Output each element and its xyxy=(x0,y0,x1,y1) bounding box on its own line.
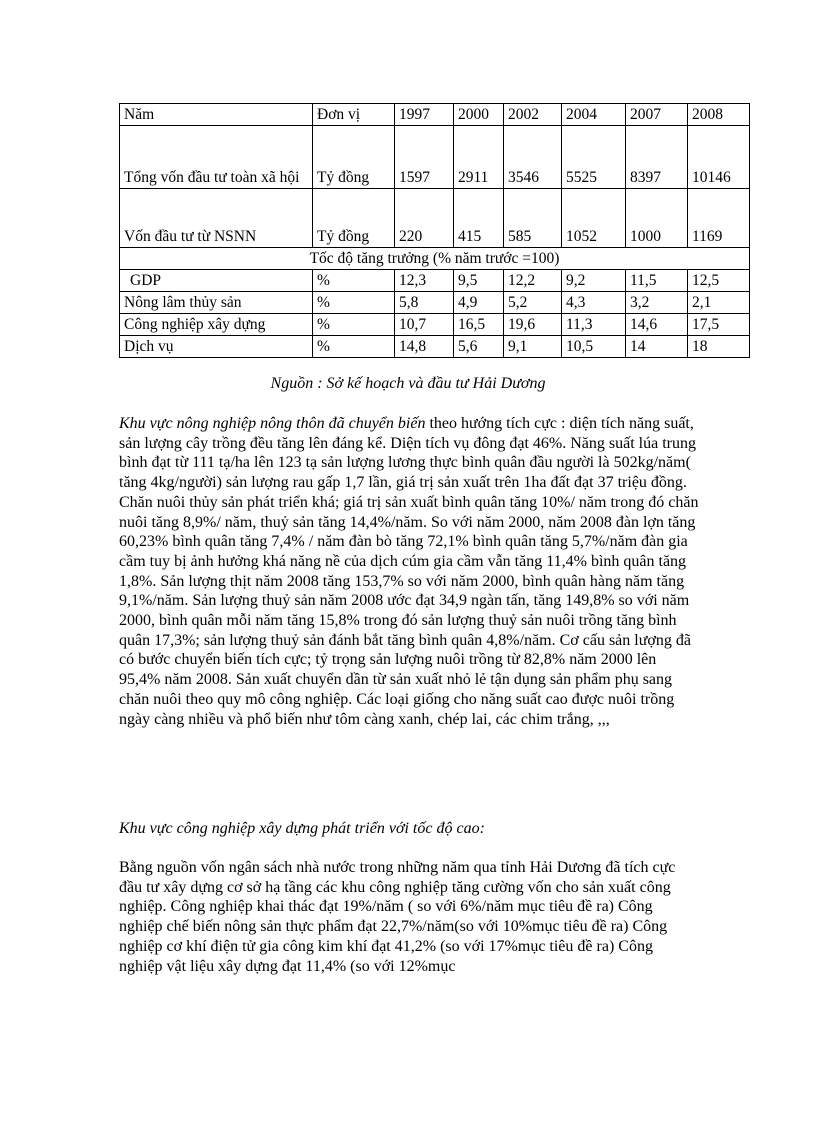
table-cell: 3546 xyxy=(504,126,562,189)
row-label: Nông lâm thủy sản xyxy=(120,292,313,314)
agriculture-paragraph xyxy=(119,414,699,729)
row-unit: % xyxy=(313,292,395,314)
header-cell: Năm xyxy=(120,104,313,126)
row-label: Vốn đầu tư từ NSNN xyxy=(120,189,313,248)
row-label: Công nghiệp xây dựng xyxy=(120,314,313,336)
table-cell: 17,5 xyxy=(688,314,750,336)
table-cell: 14,8 xyxy=(395,336,454,358)
table-cell: 1597 xyxy=(395,126,454,189)
table-cell: 9,1 xyxy=(504,336,562,358)
table-header-row xyxy=(120,104,750,126)
table-cell: 11,5 xyxy=(626,270,688,292)
row-unit: % xyxy=(313,314,395,336)
header-cell: 2004 xyxy=(562,104,626,126)
table-cell: 5,2 xyxy=(504,292,562,314)
row-unit: % xyxy=(313,270,395,292)
header-cell: Đơn vị xyxy=(313,104,395,126)
table-cell: 14,6 xyxy=(626,314,688,336)
table-row xyxy=(120,314,750,336)
table-cell: 10146 xyxy=(688,126,750,189)
table-row xyxy=(120,292,750,314)
table-cell: 2911 xyxy=(454,126,504,189)
industry-heading: Khu vực công nghiệp xây dựng phát triển với tốc độ cao: xyxy=(119,820,485,837)
industry-paragraph: Bằng nguồn vốn ngân sách nhà nước trong những năm qua tỉnh Hải Dương đã tích cực đầu tư xây dựng cơ sở hạ tầng các khu công nghiệp tăng cường vốn cho sản xuất công nghiệp. Công nghiệp khai thác đạt 19%/năm ( so với 6%/năm mục tiêu đề ra) Công nghiệp chế biến nông sản thực phẩm đạt 22,7%/năm(so với 10%mục tiêu đề ra) Công nghiệp cơ khí điện tử gia công kim khí đạt 41,2% (so với 17%mục tiêu đề ra) Công nghiệp vật liệu xây dựng đạt 11,4% (so với 12%mục xyxy=(119,859,676,975)
table-cell: 9,5 xyxy=(454,270,504,292)
table-cell: 14 xyxy=(626,336,688,358)
table-cell: 10,5 xyxy=(562,336,626,358)
table-cell: 585 xyxy=(504,189,562,248)
table-cell: 18 xyxy=(688,336,750,358)
table-cell: 5,6 xyxy=(454,336,504,358)
table-cell: 12,2 xyxy=(504,270,562,292)
header-cell: 1997 xyxy=(395,104,454,126)
header-cell: 2008 xyxy=(688,104,750,126)
table-cell: 5525 xyxy=(562,126,626,189)
table-cell: 9,2 xyxy=(562,270,626,292)
table-cell: 5,8 xyxy=(395,292,454,314)
table-cell: 1052 xyxy=(562,189,626,248)
table-cell: 11,3 xyxy=(562,314,626,336)
table-cell: 220 xyxy=(395,189,454,248)
agriculture-body: theo hướng tích cực : diện tích năng suất, sản lượng cây trồng đều tăng lên đáng kể. Diện tích vụ đông đạt 46%. Năng suất lúa trung bình đạt từ 111 tạ/ha lên 123 tạ sản lượng lương thực bình quân đầu người là 502kg/năm( tăng 4kg/người) sản lượng rau gấp 1,7 lần, giá trị sản xuất trên 1ha đất đạt 37 triệu đồng. Chăn nuôi thủy sản phát triển khá; giá trị sản xuất bình quân tăng 10%/ năm trong đó chăn nuôi tăng 8,9%/ năm, thuỷ sản tăng 14,4%/năm. So với năm 2000, năm 2008 đàn lợn tăng 60,23% bình quân tăng 7,4% / năm đàn bò tăng 72,1% bình quân tăng 5,7%/năm đàn gia cầm tuy bị ảnh hưởng khá năng nề của dịch cúm gia cầm vẫn tăng 11,4% bình quân tăng 1,8%. Sản lượng thịt năm 2008 tăng 153,7% so với năm 2000, bình quân hàng năm tăng 9,1%/năm. Sản lượng thuỷ sản năm 2008 ước đạt 34,9 ngàn tấn, tăng 149,8% so với năm 2000, bình quân mỗi năm tăng 15,8% trong đó sản lượng thuỷ sản nuôi trồng tăng bình quân 17,3%; sản lượng thuỷ sản đánh bắt tăng bình quân 4,8%/năm. Cơ cấu sản lượng đã có bước chuyển biến tích cực; tỷ trọng sản lượng nuôi trồng từ 82,8% năm 2000 lên 95,4% năm 2008. Sản xuất chuyển dần từ sản xuất nhỏ lẻ tận dụng sản phẩm phụ sang chăn nuôi theo quy mô công nghiệp. Các loại giống cho năng suất cao được nuôi trồng ngày càng nhiều và phổ biến như tôm càng xanh, chép lai, các chim trắng, ,,, xyxy=(119,415,699,728)
table-cell: 3,2 xyxy=(626,292,688,314)
table-row xyxy=(120,270,750,292)
table-cell: 4,3 xyxy=(562,292,626,314)
row-unit: Tỷ đồng xyxy=(313,189,395,248)
source-caption: Nguồn : Sở kế hoạch và đầu tư Hải Dương xyxy=(270,375,546,392)
header-cell: 2007 xyxy=(626,104,688,126)
row-unit: Tỷ đồng xyxy=(313,126,395,189)
header-cell: 2000 xyxy=(454,104,504,126)
section-title: Tốc độ tăng trưởng (% năm trước =100) xyxy=(120,248,750,270)
table-row xyxy=(120,189,750,248)
row-label: Dịch vụ xyxy=(120,336,313,358)
table-cell: 12,5 xyxy=(688,270,750,292)
agriculture-lead: Khu vực nông nghiệp nông thôn đã chuyển biến xyxy=(119,415,426,432)
table-cell: 1000 xyxy=(626,189,688,248)
table-cell: 10,7 xyxy=(395,314,454,336)
table-cell: 2,1 xyxy=(688,292,750,314)
row-unit: % xyxy=(313,336,395,358)
table-section-row xyxy=(120,248,750,270)
table-cell: 12,3 xyxy=(395,270,454,292)
table-row xyxy=(120,336,750,358)
table-row xyxy=(120,126,750,189)
row-label: Tổng vốn đầu tư toàn xã hội xyxy=(120,126,313,189)
table-cell: 8397 xyxy=(626,126,688,189)
statistics-table xyxy=(119,103,750,358)
table-cell: 4,9 xyxy=(454,292,504,314)
table-cell: 1169 xyxy=(688,189,750,248)
table-cell: 16,5 xyxy=(454,314,504,336)
table-cell: 19,6 xyxy=(504,314,562,336)
table-cell: 415 xyxy=(454,189,504,248)
header-cell: 2002 xyxy=(504,104,562,126)
row-label: GDP xyxy=(120,270,313,292)
